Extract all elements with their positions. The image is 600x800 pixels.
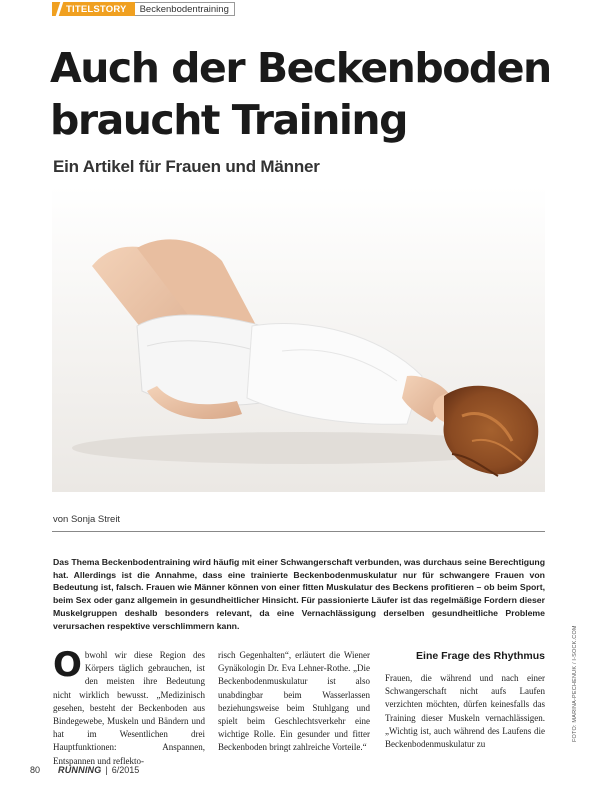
page-footer — [30, 765, 139, 775]
topic-label: Beckenbodentraining — [135, 2, 235, 16]
headline-line-1: Auch der Beckenboden — [50, 44, 551, 92]
byline: von Sonja Streit — [53, 514, 121, 525]
column-1-text: bwohl wir diese Region des Körpers täglich gebrauchen, ist den meisten ihre Bedeutung nicht wirklich bewusst. „Medizinisch gesehen, besteht der Beckenboden aus Bindegewebe, Muskeln und Bändern und hat im Wesentlichen drei Hauptfunktionen: Anspannen, Entspannen und reflekto- — [53, 650, 205, 766]
woman-lying-photo — [52, 186, 545, 492]
section-label: TITELSTORY — [66, 3, 127, 15]
headline-line-2: braucht Training — [50, 96, 407, 144]
intro-paragraph: Das Thema Beckenbodentraining wird häufig mit einer Schwangerschaft verbunden, was durchaus seine Berechtigung hat. Allerdings ist die Annahme, dass eine trainierte Beckenbodenmuskulatur nur für schwangere Frauen von Bedeutung ist, falsch. Frauen wie Männer können von einer fitten Muskulatur des Beckens profitieren – ob beim Sport, beim Sex oder ganz allgemein in gesundheitlicher Hinsicht. Für passionierte Läufer ist das regelmäßige Fordern dieser Muskelgruppen deshalb besonders relevant, da eine Vernachlässigung derselben gesundheitliche Probleme verursachen respektive verschlimmern kann. — [53, 557, 545, 631]
magazine-brand: RUNNING — [58, 765, 102, 775]
issue-number: 6/2015 — [111, 765, 140, 775]
headline — [50, 42, 570, 146]
section-tag — [52, 2, 235, 16]
section-heading: Eine Frage des Rhythmus — [416, 650, 545, 662]
column-3-text: Frauen, die während und nach einer Schwangerschaft nicht aufs Laufen verzichten möchten, dürfen keinesfalls das Training dieser Muskeln vernachlässigen. „Wichtig ist, auch während des Laufens die Beckenbodenmuskulatur zu — [385, 673, 545, 750]
photo-credit: FOTO: MARINA-PECHENUK / I-SOCK.COM — [572, 625, 578, 742]
column-3 — [385, 672, 545, 751]
section-tag-bar — [52, 2, 135, 16]
footer-separator: | — [105, 765, 108, 775]
drop-cap: O — [53, 645, 82, 685]
tag-mark-icon — [56, 2, 64, 16]
column-2 — [218, 649, 370, 755]
page-number: 80 — [30, 765, 41, 775]
divider — [52, 531, 545, 532]
article-photo — [52, 186, 545, 492]
column-1 — [53, 645, 205, 768]
subheadline: Ein Artikel für Frauen und Männer — [53, 157, 320, 176]
column-2-text: risch Gegenhalten“, erläutert die Wiener Gynäkologin Dr. Eva Lehner-Rothe. „Die Beckenbodenmuskulatur ist also unabdingbar beim Wasserlassen beziehungsweise beim Stuhlgang und spielt beim Geschlechtsverkehr eine wichtige Rolle. Ein gesunder und fitter Beckenboden bringt zahlreiche Vorteile.“ — [218, 650, 370, 753]
